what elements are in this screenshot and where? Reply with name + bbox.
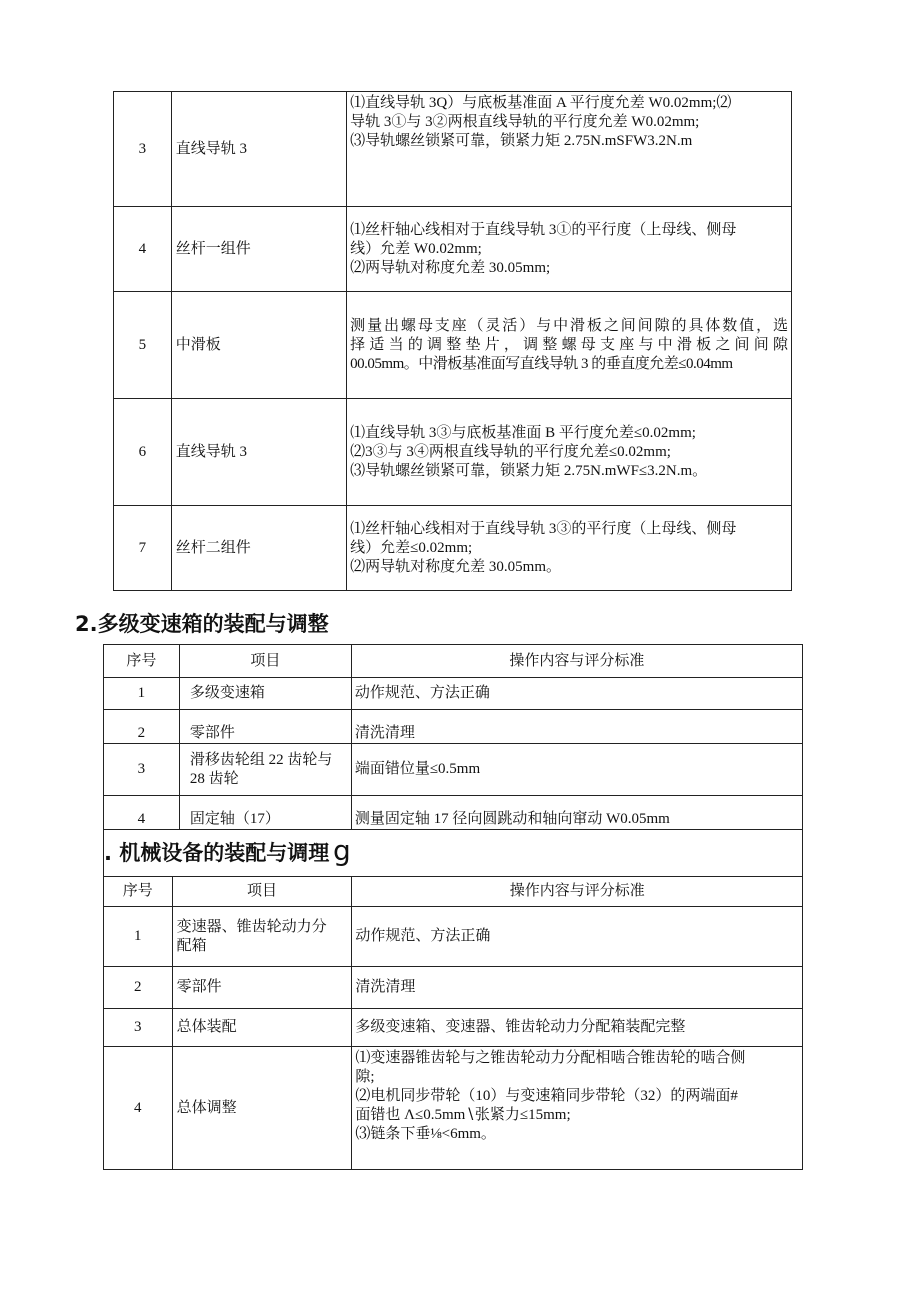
content-line: ⑵3③与 3④两根直线导轨的平行度允差≤0.02mm;	[350, 443, 671, 460]
content-line: 导轨 3①与 3②两根直线导轨的平行度允差 W0.02mm;	[350, 114, 700, 130]
row-number: 5	[114, 292, 172, 399]
row-item: 多级变速箱	[179, 678, 351, 710]
table-row	[104, 1009, 803, 1047]
content-line: 测量出螺母支座（灵活）与中滑板之间间隙的具体数值，选	[350, 317, 788, 334]
row-content: 动作规范、方法正确	[352, 907, 803, 967]
row-number: 2	[104, 710, 180, 744]
row-number: 7	[114, 506, 172, 591]
item-line: 滑移齿轮组 22 齿轮与	[189, 751, 333, 768]
table-row	[114, 207, 792, 292]
content-line: 隙;	[355, 1069, 375, 1085]
header-content: 操作内容与评分标准	[351, 645, 802, 678]
content-line: ⑴变速器锥齿轮与之锥齿轮动力分配相啮合锥齿轮的啮合侧	[355, 1050, 746, 1066]
table-header-row	[104, 645, 803, 678]
row-content: 测量固定轴 17 径向圆跳动和轴向窜动 W0.05mm	[351, 796, 802, 830]
row-number: 4	[104, 796, 180, 830]
row-number: 1	[104, 907, 173, 967]
content-line: ⑶链条下垂⅛<6mm。	[355, 1126, 496, 1142]
content-line: 线）允差 W0.02mm;	[350, 240, 482, 257]
machine-assembly-table	[103, 829, 803, 1170]
header-item: 项目	[179, 645, 351, 678]
row-item: 零部件	[172, 967, 352, 1009]
content-line: ⑵两导轨对称度允差 30.05mm。	[350, 558, 562, 575]
row-item: 总体调整	[172, 1047, 352, 1170]
row-content	[347, 506, 792, 591]
row-content	[347, 292, 792, 399]
row-item: 丝杆二组件	[171, 506, 346, 591]
header-no: 序号	[104, 645, 180, 678]
section-title	[104, 830, 803, 877]
header-item: 项目	[172, 877, 352, 907]
item-line: 28 齿轮	[189, 770, 239, 787]
row-number: 6	[114, 399, 172, 506]
content-line: ⑵两导轨对称度允差 30.05mm;	[350, 259, 551, 276]
content-line: ⑴丝杆轴心线相对于直线导轨 3①的平行度（上母线、侧母	[350, 221, 737, 238]
gearbox-assembly-table	[103, 644, 803, 830]
row-content: 清洗清理	[351, 710, 802, 744]
row-content: 多级变速箱、变速器、锥齿轮动力分配箱装配完整	[352, 1009, 803, 1047]
content-line: 00.05mm。中滑板基准面写直线导轨 3 的垂直度允差≤0.04mm	[350, 355, 733, 372]
row-content	[347, 399, 792, 506]
table-row	[104, 796, 803, 830]
section-title: 2.多级变速箱的装配与调整	[75, 612, 329, 636]
row-content	[352, 1047, 803, 1170]
table-header-row	[104, 877, 803, 907]
table-row	[104, 967, 803, 1009]
row-number: 3	[104, 744, 180, 796]
content-line: ⑶导轨螺丝锁紧可靠，锁紧力矩 2.75N.mWF≤3.2N.m。	[350, 462, 708, 479]
content-line: 面错也 Λ≤0.5mm∖张紧力≤15mm;	[355, 1107, 571, 1123]
table-row	[104, 907, 803, 967]
row-content: 端面错位量≤0.5mm	[351, 744, 802, 796]
row-number: 2	[104, 967, 173, 1009]
item-line: 变速器、锥齿轮动力分	[176, 918, 327, 935]
row-item: 直线导轨 3	[171, 92, 346, 207]
item-line: 配箱	[176, 937, 207, 954]
table-row	[114, 399, 792, 506]
table-row	[114, 292, 792, 399]
row-item	[179, 744, 351, 796]
assembly-table-1	[113, 91, 792, 591]
row-number: 1	[104, 678, 180, 710]
row-item: 中滑板	[171, 292, 346, 399]
row-item: 零部件	[179, 710, 351, 744]
table-row	[104, 744, 803, 796]
content-line: ⑵电机同步带轮（10）与变速箱同步带轮（32）的两端面#	[355, 1088, 738, 1104]
header-content: 操作内容与评分标准	[352, 877, 803, 907]
row-number: 3	[104, 1009, 173, 1047]
content-line: ⑴丝杆轴心线相对于直线导轨 3③的平行度（上母线、侧母	[350, 520, 737, 537]
section-title-suffix: g	[333, 833, 351, 867]
row-content: 动作规范、方法正确	[351, 678, 802, 710]
row-number: 3	[114, 92, 172, 207]
row-content	[347, 207, 792, 292]
row-content	[347, 92, 792, 207]
content-line: 线）允差≤0.02mm;	[350, 539, 473, 556]
content-line: ⑴直线导轨 3Q）与底板基准面 A 平行度允差 W0.02mm;⑵	[350, 95, 732, 111]
table-row	[114, 92, 792, 207]
row-content: 清洗清理	[352, 967, 803, 1009]
table-row	[104, 1047, 803, 1170]
row-item: 丝杆一组件	[171, 207, 346, 292]
row-number: 4	[114, 207, 172, 292]
content-line: 择适当的调整垫片，调整螺母支座与中滑板之间间隙	[350, 336, 788, 353]
row-item: 总体装配	[172, 1009, 352, 1047]
row-item	[172, 907, 352, 967]
header-no: 序号	[104, 877, 173, 907]
content-line: ⑶导轨螺丝锁紧可靠，锁紧力矩 2.75N.mSFW3.2N.m	[350, 133, 693, 149]
section-title-text: . 机械设备的装配与调理	[104, 840, 330, 865]
table-row	[104, 710, 803, 744]
table-row	[104, 678, 803, 710]
row-item: 直线导轨 3	[171, 399, 346, 506]
table-row	[114, 506, 792, 591]
row-number: 4	[104, 1047, 173, 1170]
section-title-row	[104, 830, 803, 877]
content-line: ⑴直线导轨 3③与底板基准面 B 平行度允差≤0.02mm;	[350, 424, 696, 441]
row-item: 固定轴（17）	[179, 796, 351, 830]
